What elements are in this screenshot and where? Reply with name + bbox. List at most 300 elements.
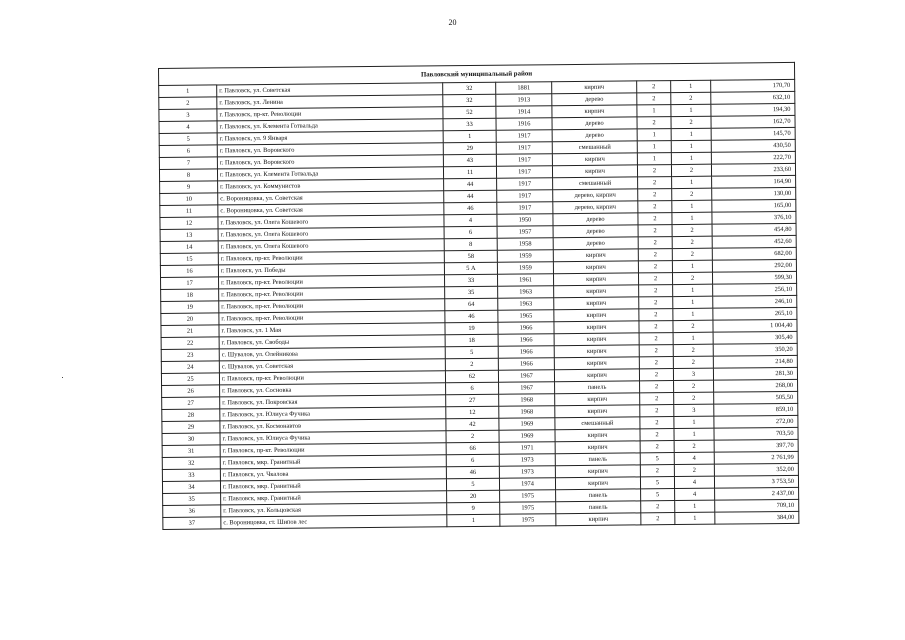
floors-cell: 1: [637, 105, 671, 117]
house-number-cell: 46: [444, 202, 497, 215]
wall-material-cell: кирпич: [555, 477, 640, 490]
wall-material-cell: кирпич: [554, 345, 639, 358]
address-cell: г. Павловск, ул. Коммунистов: [218, 179, 444, 193]
year-cell: 1917: [496, 130, 552, 143]
house-number-cell: 1: [443, 130, 496, 143]
area-cell: 281,30: [713, 367, 797, 380]
floors-cell: 2: [640, 465, 674, 477]
entrances-cell: 2: [673, 320, 713, 332]
row-number: 35: [163, 493, 221, 506]
floors-cell: 2: [638, 177, 672, 189]
house-number-cell: 27: [446, 394, 499, 407]
wall-material-cell: кирпич: [552, 105, 637, 118]
wall-material-cell: кирпич: [555, 429, 640, 442]
row-number: 20: [161, 313, 219, 326]
floors-cell: 2: [639, 285, 673, 297]
wall-material-cell: дерево: [552, 93, 637, 106]
scan-speck: [62, 377, 63, 378]
area-cell: 397,70: [714, 439, 798, 452]
area-cell: 256,10: [713, 283, 797, 296]
wall-material-cell: панель: [555, 381, 640, 394]
house-number-cell: 20: [447, 490, 500, 503]
address-cell: г. Павловск, ул. Космонавтов: [220, 419, 446, 433]
address-cell: г. Павловск, пр-кт. Революции: [218, 251, 444, 265]
entrances-cell: 1: [675, 500, 715, 512]
year-cell: 1969: [499, 418, 555, 431]
year-cell: 1971: [499, 442, 555, 455]
address-cell: г. Павловск, ул. Сосновка: [220, 383, 446, 397]
address-cell: г. Павловск, ул. Клемента Готвальда: [217, 119, 443, 133]
area-cell: 3 753,50: [714, 475, 798, 488]
wall-material-cell: кирпич: [554, 333, 639, 346]
floors-cell: 2: [637, 93, 671, 105]
row-number: 1: [159, 85, 217, 98]
entrances-cell: 1: [671, 80, 711, 92]
address-cell: г. Павловск, ул. Клемента Готвальда: [217, 167, 443, 181]
floors-cell: 2: [638, 213, 672, 225]
house-number-cell: 5: [445, 346, 498, 359]
wall-material-cell: кирпич: [556, 513, 641, 526]
house-number-cell: 4: [444, 214, 497, 227]
address-cell: г. Павловск, ул. Кольцовская: [221, 503, 447, 517]
address-cell: г. Павловск, ул. Воровского: [217, 143, 443, 157]
address-cell: г. Павловск, пр-кт. Революции: [219, 371, 445, 385]
entrances-cell: 1: [673, 296, 713, 308]
row-number: 14: [160, 241, 218, 254]
area-cell: 384,00: [715, 511, 799, 524]
area-cell: 352,00: [714, 463, 798, 476]
house-number-cell: 2: [445, 358, 498, 371]
floors-cell: 2: [637, 165, 671, 177]
row-number: 3: [159, 109, 217, 122]
floors-cell: 2: [639, 297, 673, 309]
wall-material-cell: кирпич: [554, 321, 639, 334]
wall-material-cell: панель: [555, 453, 640, 466]
area-cell: 162,70: [711, 115, 795, 128]
entrances-cell: 2: [674, 464, 714, 476]
housing-table-sheet: [158, 62, 798, 530]
wall-material-cell: смешанный: [553, 177, 638, 190]
year-cell: 1961: [497, 274, 553, 287]
area-cell: 246,10: [713, 295, 797, 308]
wall-material-cell: дерево, кирпич: [553, 201, 638, 214]
address-cell: г. Павловск, ул. Советская: [217, 83, 443, 97]
entrances-cell: 2: [674, 392, 714, 404]
address-cell: г. Павловск, ул. Чкалова: [220, 467, 446, 481]
address-cell: г. Павловск, пр-кт. Революции: [219, 275, 445, 289]
year-cell: 1959: [497, 250, 553, 263]
floors-cell: 1: [637, 141, 671, 153]
area-cell: 452,60: [712, 235, 796, 248]
entrances-cell: 2: [672, 224, 712, 236]
row-number: 12: [160, 217, 218, 230]
wall-material-cell: кирпич: [555, 405, 640, 418]
year-cell: 1975: [500, 514, 556, 527]
year-cell: 1975: [500, 502, 556, 515]
address-cell: г. Павловск, ул. Свободы: [219, 335, 445, 349]
wall-material-cell: кирпич: [555, 393, 640, 406]
row-number: 19: [161, 301, 219, 314]
year-cell: 1963: [498, 286, 554, 299]
floors-cell: 2: [638, 273, 672, 285]
entrances-cell: 1: [671, 152, 711, 164]
entrances-cell: 2: [671, 164, 711, 176]
area-cell: 599,30: [712, 271, 796, 284]
row-number: 26: [162, 385, 220, 398]
area-cell: 130,00: [712, 187, 796, 200]
house-number-cell: 62: [445, 370, 498, 383]
area-cell: 859,10: [714, 403, 798, 416]
area-cell: 430,50: [711, 139, 795, 152]
house-number-cell: 12: [446, 406, 499, 419]
area-cell: 2 437,00: [715, 487, 799, 500]
wall-material-cell: кирпич: [553, 261, 638, 274]
entrances-cell: 1: [674, 416, 714, 428]
year-cell: 1968: [499, 394, 555, 407]
floors-cell: 2: [639, 333, 673, 345]
floors-cell: 2: [641, 501, 675, 513]
wall-material-cell: кирпич: [553, 273, 638, 286]
address-cell: г. Павловск, мкр. Гранитный: [220, 479, 446, 493]
area-cell: 268,00: [714, 379, 798, 392]
wall-material-cell: кирпич: [552, 81, 637, 94]
address-cell: г. Павловск, пр-кт. Революции: [219, 299, 445, 313]
entrances-cell: 1: [672, 176, 712, 188]
year-cell: 1913: [496, 94, 552, 107]
house-number-cell: 8: [444, 238, 497, 251]
year-cell: 1967: [499, 382, 555, 395]
floors-cell: 2: [640, 393, 674, 405]
area-cell: 2 761,99: [714, 451, 798, 464]
wall-material-cell: кирпич: [552, 153, 637, 166]
area-cell: 1 004,40: [713, 319, 797, 332]
year-cell: 1973: [499, 454, 555, 467]
year-cell: 1965: [498, 310, 554, 323]
wall-material-cell: кирпич: [555, 465, 640, 478]
row-number: 36: [163, 505, 221, 518]
entrances-cell: 1: [674, 428, 714, 440]
floors-cell: 2: [639, 309, 673, 321]
floors-cell: 2: [639, 369, 673, 381]
address-cell: г. Павловск, ул. Воровского: [217, 155, 443, 169]
house-number-cell: 6: [446, 382, 499, 395]
floors-cell: 2: [639, 357, 673, 369]
area-cell: 265,10: [713, 307, 797, 320]
address-cell: г. Павловск, ул. Олега Кошевого: [218, 239, 444, 253]
wall-material-cell: кирпич: [554, 357, 639, 370]
address-cell: г. Павловск, пр-кт. Революции: [219, 311, 445, 325]
house-number-cell: 5: [446, 478, 499, 491]
wall-material-cell: смешанный: [555, 417, 640, 430]
house-number-cell: 29: [443, 142, 496, 155]
entrances-cell: 2: [674, 440, 714, 452]
area-cell: 454,80: [712, 223, 796, 236]
row-number: 16: [160, 265, 218, 278]
wall-material-cell: кирпич: [554, 285, 639, 298]
row-number: 6: [159, 145, 217, 158]
address-cell: г. Павловск, ул. 9 Января: [217, 131, 443, 145]
row-number: 23: [161, 349, 219, 362]
area-cell: 682,00: [712, 247, 796, 260]
wall-material-cell: дерево: [552, 117, 637, 130]
floors-cell: 2: [640, 441, 674, 453]
area-cell: 165,00: [712, 199, 796, 212]
row-number: 8: [159, 169, 217, 182]
row-number: 22: [161, 337, 219, 350]
house-number-cell: 33: [443, 118, 496, 131]
floors-cell: 2: [639, 321, 673, 333]
floors-cell: 5: [640, 453, 674, 465]
entrances-cell: 1: [673, 332, 713, 344]
house-number-cell: 9: [447, 502, 500, 515]
wall-material-cell: смешанный: [552, 141, 637, 154]
floors-cell: 2: [638, 189, 672, 201]
wall-material-cell: панель: [556, 501, 641, 514]
year-cell: 1950: [497, 214, 553, 227]
year-cell: 1968: [499, 406, 555, 419]
region-title: Павловский муниципальный район: [159, 62, 795, 85]
year-cell: 1917: [497, 178, 553, 191]
area-cell: 233,60: [711, 163, 795, 176]
row-number: 27: [162, 397, 220, 410]
year-cell: 1881: [496, 82, 552, 95]
wall-material-cell: кирпич: [554, 369, 639, 382]
row-number: 10: [160, 193, 218, 206]
wall-material-cell: дерево: [553, 237, 638, 250]
house-number-cell: 43: [443, 154, 496, 167]
address-cell: с. Вороницовка, ст. Шипов лес: [221, 515, 447, 529]
area-cell: 376,10: [712, 211, 796, 224]
wall-material-cell: кирпич: [553, 249, 638, 262]
house-number-cell: 19: [445, 322, 498, 335]
house-number-cell: 6: [446, 454, 499, 467]
year-cell: 1916: [496, 118, 552, 131]
row-number: 24: [161, 361, 219, 374]
year-cell: 1975: [500, 490, 556, 503]
area-cell: 164,90: [712, 175, 796, 188]
entrances-cell: 2: [671, 116, 711, 128]
address-cell: с. Вороницовка, ул. Советская: [218, 203, 444, 217]
house-number-cell: 32: [443, 82, 496, 95]
area-cell: 214,80: [713, 355, 797, 368]
area-cell: 194,30: [711, 103, 795, 116]
house-number-cell: 33: [444, 274, 497, 287]
house-number-cell: 2: [446, 430, 499, 443]
house-number-cell: 52: [443, 106, 496, 119]
entrances-cell: 2: [672, 272, 712, 284]
entrances-cell: 4: [674, 476, 714, 488]
area-cell: 350,20: [713, 343, 797, 356]
house-number-cell: 5 А: [444, 262, 497, 275]
entrances-cell: 1: [671, 140, 711, 152]
address-cell: г. Павловск, мкр. Гранитный: [221, 491, 447, 505]
house-number-cell: 35: [445, 286, 498, 299]
row-number: 33: [162, 469, 220, 482]
table-body: [159, 79, 799, 529]
area-cell: 505,50: [714, 391, 798, 404]
floors-cell: 2: [639, 345, 673, 357]
entrances-cell: 1: [671, 104, 711, 116]
row-number: 31: [162, 445, 220, 458]
entrances-cell: 2: [674, 380, 714, 392]
address-cell: г. Павловск, ул. Юлиуса Фучика: [220, 431, 446, 445]
row-number: 9: [160, 181, 218, 194]
house-number-cell: 46: [445, 310, 498, 323]
wall-material-cell: дерево, кирпич: [553, 189, 638, 202]
floors-cell: 2: [638, 249, 672, 261]
area-cell: 632,10: [711, 91, 795, 104]
wall-material-cell: дерево: [553, 225, 638, 238]
row-number: 32: [162, 457, 220, 470]
entrances-cell: 3: [674, 404, 714, 416]
year-cell: 1917: [496, 166, 552, 179]
floors-cell: 2: [638, 237, 672, 249]
year-cell: 1917: [497, 190, 553, 203]
address-cell: г. Павловск, ул. Победы: [218, 263, 444, 277]
area-cell: 145,70: [711, 127, 795, 140]
entrances-cell: 2: [672, 236, 712, 248]
area-cell: 709,10: [715, 499, 799, 512]
floors-cell: 1: [637, 153, 671, 165]
address-cell: г. Павловск, ул. Юлиуса Фучика: [220, 407, 446, 421]
area-cell: 292,00: [712, 259, 796, 272]
floors-cell: 2: [641, 513, 675, 525]
address-cell: г. Павловск, ул. 1 Мая: [219, 323, 445, 337]
year-cell: 1974: [499, 478, 555, 491]
entrances-cell: 3: [673, 368, 713, 380]
page-number: 20: [448, 18, 457, 27]
house-number-cell: 66: [446, 442, 499, 455]
house-number-cell: 1: [447, 514, 500, 527]
entrances-cell: 4: [675, 488, 715, 500]
entrances-cell: 1: [675, 512, 715, 524]
entrances-cell: 2: [673, 344, 713, 356]
year-cell: 1966: [498, 334, 554, 347]
floors-cell: 5: [640, 477, 674, 489]
row-number: 7: [159, 157, 217, 170]
floors-cell: 2: [637, 81, 671, 93]
address-cell: г. Павловск, пр-кт. Революции: [219, 287, 445, 301]
year-cell: 1914: [496, 106, 552, 119]
year-cell: 1967: [498, 370, 554, 383]
address-cell: г. Павловск, ул. Ленина: [217, 95, 443, 109]
year-cell: 1966: [498, 346, 554, 359]
entrances-cell: 1: [673, 308, 713, 320]
year-cell: 1969: [499, 430, 555, 443]
entrances-cell: 2: [672, 248, 712, 260]
entrances-cell: 1: [672, 200, 712, 212]
floors-cell: 2: [640, 405, 674, 417]
address-cell: г. Павловск, ул. Олега Кошевого: [218, 227, 444, 241]
year-cell: 1917: [496, 154, 552, 167]
house-number-cell: 58: [444, 250, 497, 263]
year-cell: 1959: [497, 262, 553, 275]
floors-cell: 2: [640, 417, 674, 429]
house-number-cell: 18: [445, 334, 498, 347]
wall-material-cell: кирпич: [554, 297, 639, 310]
year-cell: 1963: [498, 298, 554, 311]
area-cell: 222,70: [711, 151, 795, 164]
floors-cell: 2: [640, 381, 674, 393]
year-cell: 1957: [497, 226, 553, 239]
area-cell: 703,50: [714, 427, 798, 440]
floors-cell: 5: [641, 489, 675, 501]
row-number: 29: [162, 421, 220, 434]
floors-cell: 2: [638, 201, 672, 213]
entrances-cell: 2: [672, 188, 712, 200]
floors-cell: 1: [637, 129, 671, 141]
wall-material-cell: кирпич: [552, 165, 637, 178]
wall-material-cell: панель: [556, 489, 641, 502]
floors-cell: 2: [638, 261, 672, 273]
address-cell: с. Шувалов, ул. Советская: [219, 359, 445, 373]
area-cell: 170,70: [711, 79, 795, 92]
address-cell: с. Шувалов, ул. Олейникова: [219, 347, 445, 361]
entrances-cell: 2: [671, 92, 711, 104]
wall-material-cell: кирпич: [554, 309, 639, 322]
row-number: 17: [161, 277, 219, 290]
house-number-cell: 32: [443, 94, 496, 107]
row-number: 11: [160, 205, 218, 218]
row-number: 34: [162, 481, 220, 494]
row-number: 28: [162, 409, 220, 422]
year-cell: 1966: [498, 358, 554, 371]
area-cell: 305,40: [713, 331, 797, 344]
wall-material-cell: кирпич: [555, 441, 640, 454]
year-cell: 1973: [499, 466, 555, 479]
year-cell: 1917: [497, 202, 553, 215]
year-cell: 1958: [497, 238, 553, 251]
wall-material-cell: дерево: [552, 129, 637, 142]
row-number: 4: [159, 121, 217, 134]
row-number: 2: [159, 97, 217, 110]
address-cell: г. Павловск, пр-кт. Революции: [220, 443, 446, 457]
house-number-cell: 11: [443, 166, 496, 179]
house-number-cell: 46: [446, 466, 499, 479]
entrances-cell: 4: [674, 452, 714, 464]
row-number: 37: [163, 517, 221, 530]
row-number: 30: [162, 433, 220, 446]
row-number: 5: [159, 133, 217, 146]
floors-cell: 2: [638, 225, 672, 237]
floors-cell: 2: [640, 429, 674, 441]
row-number: 13: [160, 229, 218, 242]
row-number: 25: [161, 373, 219, 386]
row-number: 15: [160, 253, 218, 266]
address-cell: г. Павловск, пр-кт. Революции: [217, 107, 443, 121]
address-cell: с. Вороницовка, ул. Советская: [218, 191, 444, 205]
house-number-cell: 44: [444, 190, 497, 203]
entrances-cell: 1: [672, 260, 712, 272]
row-number: 21: [161, 325, 219, 338]
entrances-cell: 2: [673, 356, 713, 368]
year-cell: 1966: [498, 322, 554, 335]
house-number-cell: 64: [445, 298, 498, 311]
address-cell: г. Павловск, ул. Олега Кошевого: [218, 215, 444, 229]
address-cell: г. Павловск, мкр. Гранитный: [220, 455, 446, 469]
house-number-cell: 44: [444, 178, 497, 191]
area-cell: 272,00: [714, 415, 798, 428]
entrances-cell: 1: [672, 212, 712, 224]
floors-cell: 2: [637, 117, 671, 129]
row-number: 18: [161, 289, 219, 302]
address-cell: г. Павловск, ул. Покровская: [220, 395, 446, 409]
year-cell: 1917: [496, 142, 552, 155]
entrances-cell: 1: [673, 284, 713, 296]
house-number-cell: 6: [444, 226, 497, 239]
entrances-cell: 1: [671, 128, 711, 140]
house-number-cell: 42: [446, 418, 499, 431]
